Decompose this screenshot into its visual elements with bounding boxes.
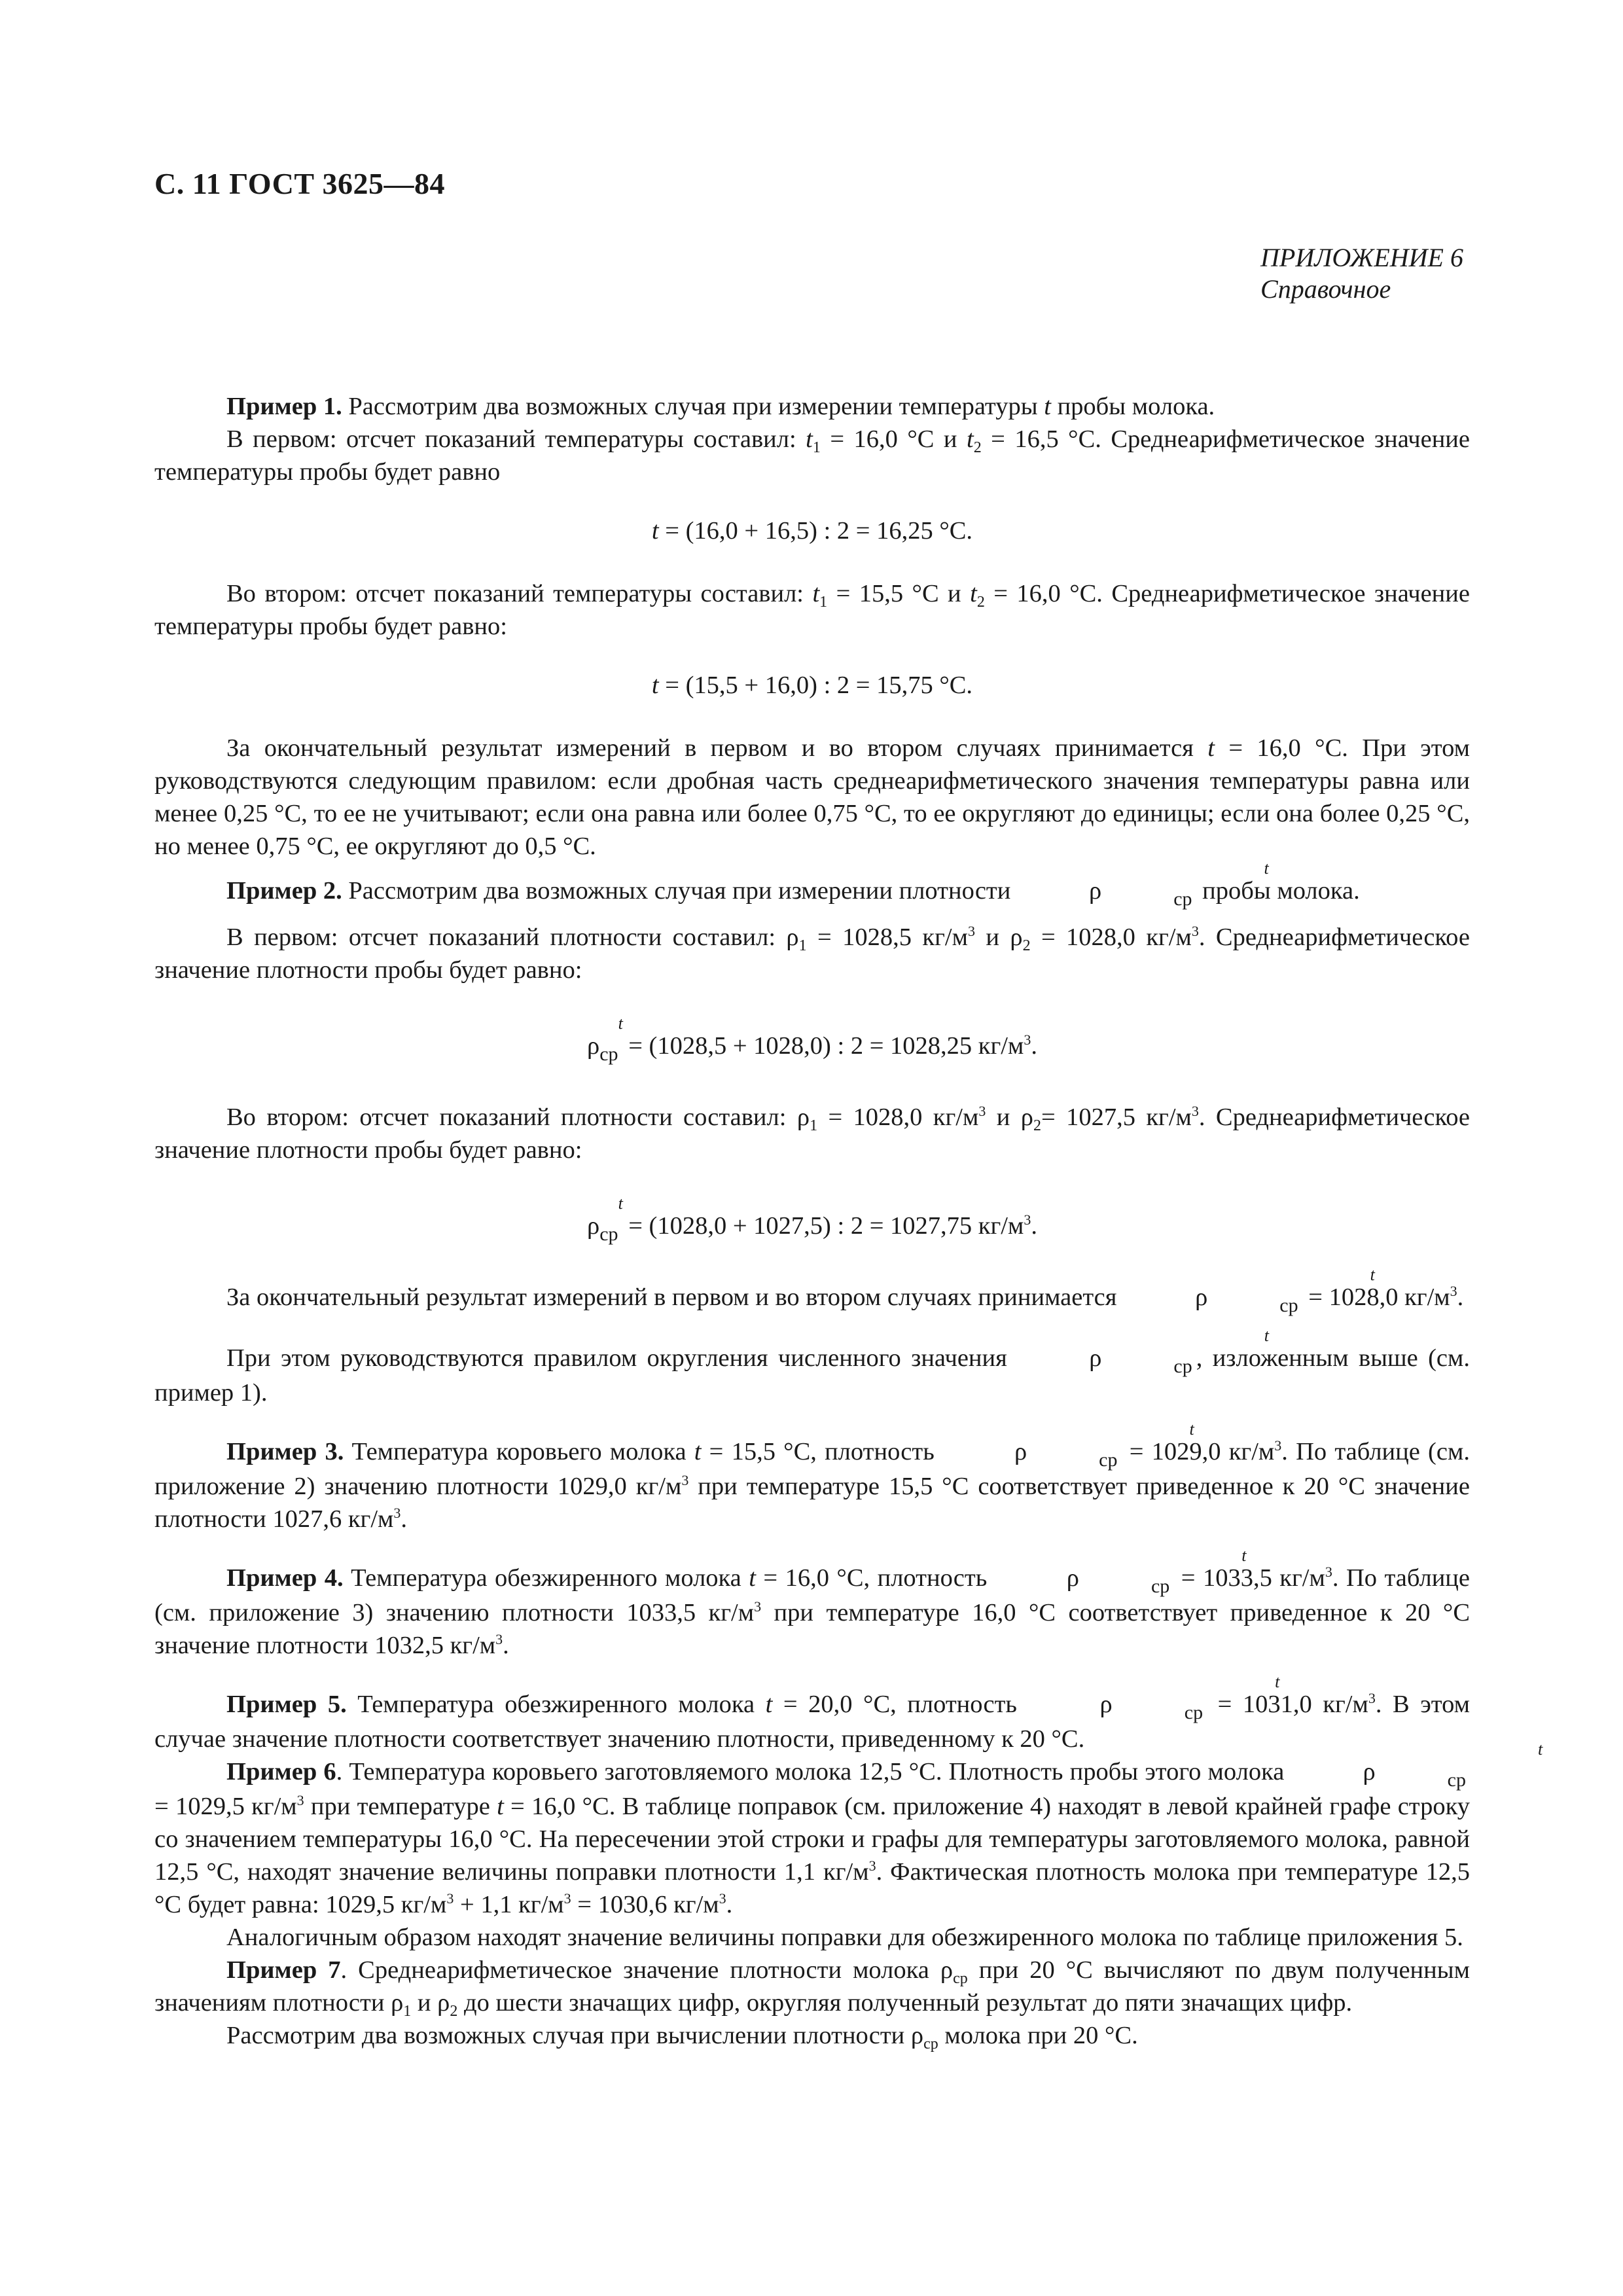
example-2-case-2: Во втором: отсчет показаний плотности составил: $\rho_1 = 1028,0$ $кг/м^3$ и $\rho_2= 1027,5$ $кг/м^3$. Среднеарифметическое значение плотности пробы будет равно: bbox=[154, 1103, 1471, 1164]
example-2-conclusion: За окончательный результат измерений в первом и во втором случаях принимается ρ t ср = 1028,0 $кг/м^3$. bbox=[226, 1265, 1464, 1316]
example-1-case-1: В первом: отсчет показаний температуры составил: $t_1 = 16,0$ °С и $t_2 = 16,5$ °С. Среднеарифметическое значение температуры пробы будет равно bbox=[154, 425, 1470, 486]
appendix-type: Справочное bbox=[1260, 274, 1391, 304]
appendix-label: ПРИЛОЖЕНИЕ 6 bbox=[1260, 243, 1463, 272]
example-7-cases: Рассмотрим два возможных случая при вычислении плотности $\rho_{ср}$ молока при 20 °С. bbox=[226, 2022, 1138, 2053]
document-body bbox=[154, 390, 1543, 2053]
example-2-intro: Пример 2. Рассмотрим два возможных случая при измерении плотности ρ t ср пробы молока. bbox=[226, 859, 1360, 910]
formula-1: t = (16,0 + 16,5) : 2 = 16,25 °С. bbox=[651, 517, 973, 545]
example-1-conclusion: За окончательный результат измерений в первом и во втором случаях принимается t = 16,0 °С. При этом руководствуются следующим правилом: если дробная часть среднеарифметического значения температуры равна или менее 0,25 °С, то ее не учитывают; если она равна или более 0,75 °С, то ее округляют до единицы; если она более 0,25 °С, но менее 0,75 °С, ее округляют до 0,5 °С. bbox=[154, 734, 1470, 860]
example-label: Пример 3. bbox=[226, 1438, 344, 1465]
example-label: Пример 1. bbox=[226, 393, 342, 420]
example-6-note: Аналогичным образом находят значение величины поправки для обезжиренного молока по таблице приложения 5. bbox=[226, 1924, 1463, 1951]
example-label: Пример 5. bbox=[226, 1691, 347, 1718]
rho-symbol: ρ t ср bbox=[587, 1194, 623, 1245]
example-5: Пример 5. Температура обезжиренного молока t = 20,0 °С, плотность ρ t ср = 1031,0 $кг/м^3$. В этом случае значение плотности соответствует значению плотности, приведенному к 20 °С. bbox=[154, 1672, 1471, 1753]
rho-symbol: ρ t ср bbox=[1363, 1740, 1543, 1791]
rho-symbol: ρ t ср bbox=[1099, 1672, 1280, 1723]
rho-symbol: ρ t ср bbox=[1066, 1546, 1247, 1597]
example-label: Пример 2. bbox=[226, 877, 342, 905]
rho-symbol: ρ t ср bbox=[1195, 1265, 1375, 1316]
formula-3: ρ t ср = (1028,5 + 1028,0) : 2 = 1028,25 $кг/м^3$. bbox=[587, 1014, 1037, 1065]
page-header: С. 11 ГОСТ 3625—84 bbox=[154, 167, 446, 200]
example-2-rounding-note: При этом руководствуются правилом округления численного значения ρ t ср , изложенным выше (см. пример 1). bbox=[154, 1326, 1470, 1407]
example-4: Пример 4. Температура обезжиренного молока t = 16,0 °С, плотность ρ t ср = 1033,5 $кг/м^3$. По таблице (см. приложение 3) значению плотности 1033,5 $кг/м^3$ при температуре 16,0 °С соответствует приведенное к 20 °С значение плотности 1032,5 $кг/м^3$. bbox=[154, 1546, 1471, 1659]
example-1-intro: Пример 1. Рассмотрим два возможных случая при измерении температуры t пробы молока. bbox=[226, 393, 1215, 420]
example-3: Пример 3. Температура коровьего молока t = 15,5 °С, плотность ρ t ср = 1029,0 $кг/м^3$. По таблице (см. приложение 2) значению плотности 1029,0 $кг/м^3$ при температуре 15,5 °С соответствует приведенное к 20 °С значение плотности 1027,6 $кг/м^3$. bbox=[154, 1420, 1470, 1533]
rho-symbol: ρ t ср bbox=[1089, 1326, 1269, 1377]
formula-2: t = (15,5 + 16,0) : 2 = 15,75 °С. bbox=[651, 672, 973, 699]
example-label: Пример 7 bbox=[226, 1956, 341, 1984]
example-1-case-2: Во втором: отсчет показаний температуры составил: $t_1 = 15,5$ °С и $t_2 = 16,0$ °С. Среднеарифметическое значение температуры пробы будет равно: bbox=[154, 580, 1470, 640]
appendix-block bbox=[1260, 242, 1463, 305]
rho-symbol: ρ t ср bbox=[587, 1014, 623, 1065]
formula-4: ρ t ср = (1028,0 + 1027,5) : 2 = 1027,75 $кг/м^3$. bbox=[587, 1194, 1037, 1245]
example-label: Пример 6 bbox=[226, 1758, 336, 1785]
rho-symbol: ρ t ср bbox=[1014, 1420, 1194, 1471]
rho-symbol: ρ t ср bbox=[1088, 859, 1269, 910]
example-6: Пример 6. Температура коровьего заготовляемого молока 12,5 °С. Плотность пробы этого молока ρ t ср = 1029,5 $кг/м^3$ при температуре t = 16,0 °С. В таблице поправок (см. приложение 4) находят в левой крайней графе строку со значением температуры 16,0 °С. На пересечении этой строки и графы для температуры заготовляемого молока, равной 12,5 °С, находят значение величины поправки плотности 1,1 $кг/м^3$. Фактическая плотность молока при температуре 12,5 °С будет равна: 1029,5 $кг/м^3 + 1,1$ $кг/м^3 = 1030,6$ $кг/м^3$. bbox=[154, 1740, 1543, 1918]
example-2-case-1: В первом: отсчет показаний плотности составил: $\rho_1 = 1028,5$ $кг/м^3$ и $\rho_2 = 1028,0$ $кг/м^3$. Среднеарифметическое значение плотности пробы будет равно: bbox=[154, 923, 1470, 984]
example-label: Пример 4. bbox=[226, 1564, 344, 1592]
example-7: Пример 7. Среднеарифметическое значение плотности молока $\rho_{ср}$ при 20 °С вычисляют по двум полученным значениям плотности $\rho_1$ и $\rho_2$ до шести значащих цифр, округляя полученный результат до пяти значащих цифр. bbox=[154, 1956, 1470, 2020]
